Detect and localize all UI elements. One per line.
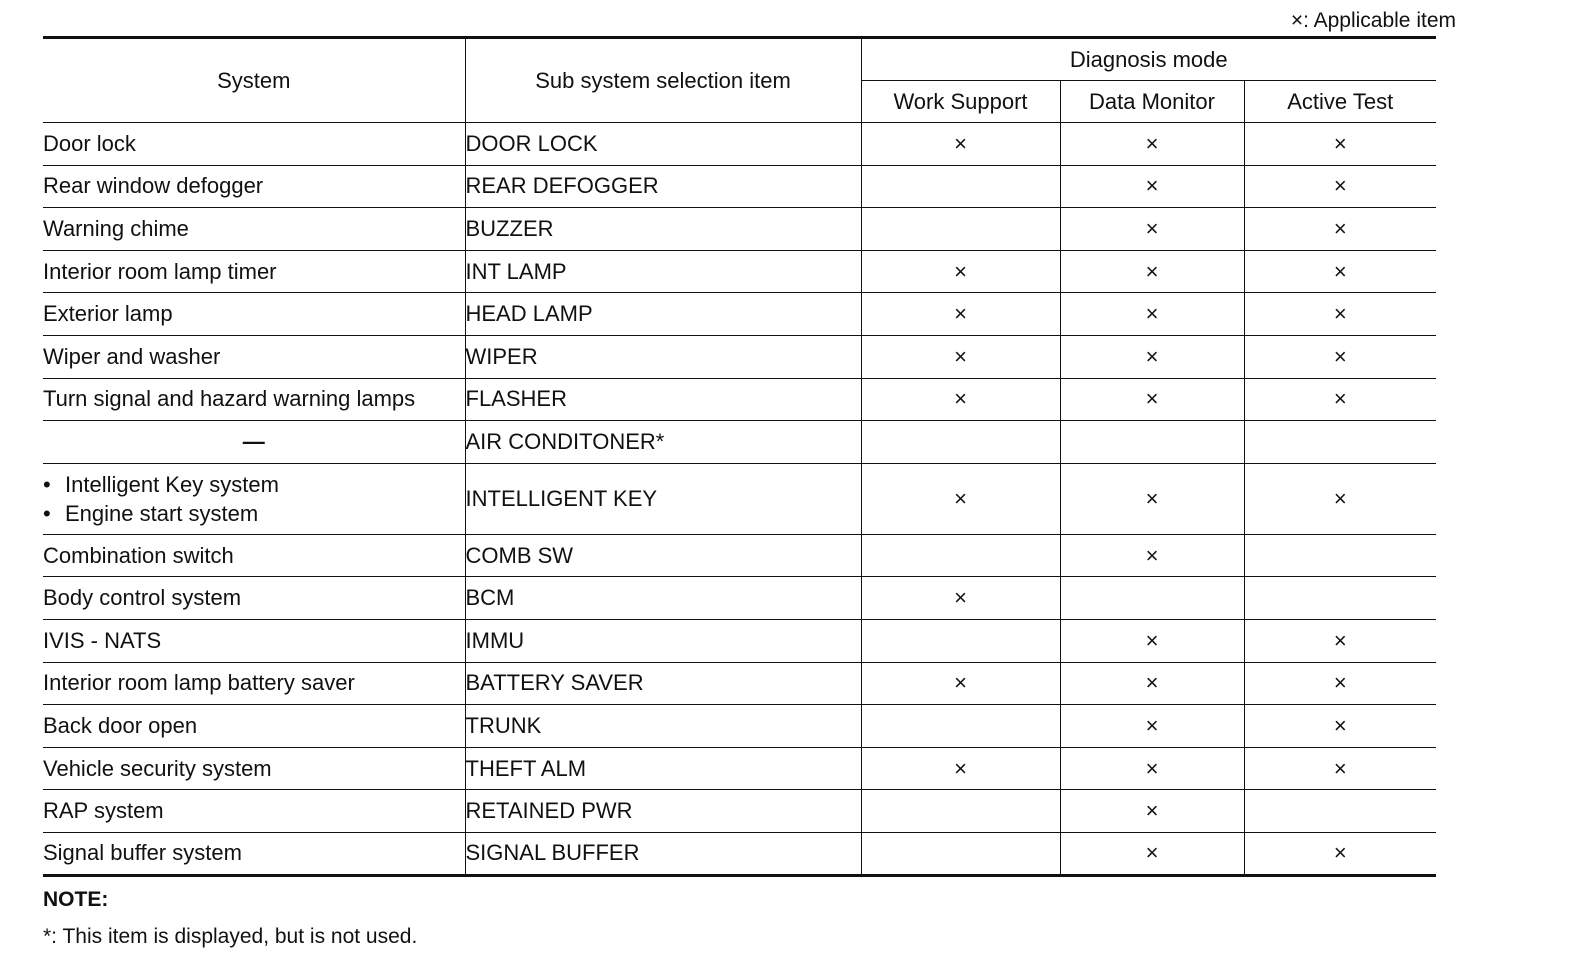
data-monitor-mark: × (1060, 250, 1244, 293)
data-monitor-mark: × (1060, 832, 1244, 875)
table-row (43, 832, 1436, 875)
work-support-mark (861, 421, 1060, 464)
work-support-mark: × (861, 378, 1060, 421)
subsystem-cell: SIGNAL BUFFER (465, 832, 861, 875)
work-support-mark: × (861, 463, 1060, 534)
system-cell: Warning chime (43, 208, 465, 251)
note-text: *: This item is displayed, but is not used. (43, 925, 418, 948)
bullet-icon: • (43, 471, 51, 497)
work-support-mark (861, 534, 1060, 577)
table-row (43, 421, 1436, 464)
active-test-mark: × (1244, 378, 1436, 421)
note-title: NOTE: (43, 888, 109, 911)
system-cell: Turn signal and hazard warning lamps (43, 378, 465, 421)
table-row (43, 293, 1436, 336)
data-monitor-mark: × (1060, 165, 1244, 208)
work-support-mark (861, 832, 1060, 875)
work-support-mark: × (861, 662, 1060, 705)
system-bullet-text: Intelligent Key system (65, 471, 279, 497)
subsystem-cell: REAR DEFOGGER (465, 165, 861, 208)
active-test-mark: × (1244, 463, 1436, 534)
data-monitor-mark: × (1060, 705, 1244, 748)
data-monitor-mark: × (1060, 619, 1244, 662)
subsystem-cell: COMB SW (465, 534, 861, 577)
system-cell: Door lock (43, 123, 465, 166)
system-cell: Combination switch (43, 534, 465, 577)
active-test-mark (1244, 421, 1436, 464)
system-cell: Wiper and washer (43, 335, 465, 378)
table-row (43, 790, 1436, 833)
subsystem-cell: INT LAMP (465, 250, 861, 293)
table-row (43, 463, 1436, 534)
table-row (43, 577, 1436, 620)
subsystem-cell: BATTERY SAVER (465, 662, 861, 705)
data-monitor-mark: × (1060, 293, 1244, 336)
active-test-mark: × (1244, 293, 1436, 336)
active-test-mark (1244, 790, 1436, 833)
subsystem-cell: FLASHER (465, 378, 861, 421)
table-body (43, 123, 1436, 876)
header-active-test: Active Test (1244, 81, 1436, 123)
table-row (43, 208, 1436, 251)
subsystem-cell: HEAD LAMP (465, 293, 861, 336)
subsystem-cell: RETAINED PWR (465, 790, 861, 833)
system-cell: Vehicle security system (43, 747, 465, 790)
system-bullet-text: Engine start system (65, 500, 259, 526)
legend-applicable-item: ×: Applicable item (1290, 9, 1456, 32)
subsystem-cell: THEFT ALM (465, 747, 861, 790)
table-header (43, 38, 1436, 123)
work-support-mark (861, 619, 1060, 662)
work-support-mark (861, 208, 1060, 251)
subsystem-cell: BCM (465, 577, 861, 620)
header-work-support: Work Support (861, 81, 1060, 123)
system-cell: Interior room lamp timer (43, 250, 465, 293)
system-cell: IVIS - NATS (43, 619, 465, 662)
active-test-mark: × (1244, 619, 1436, 662)
active-test-mark: × (1244, 123, 1436, 166)
list-item (43, 470, 465, 499)
list-item (43, 499, 465, 528)
work-support-mark (861, 165, 1060, 208)
data-monitor-mark: × (1060, 378, 1244, 421)
table-row (43, 165, 1436, 208)
table-row (43, 619, 1436, 662)
header-data-monitor: Data Monitor (1060, 81, 1244, 123)
subsystem-cell: DOOR LOCK (465, 123, 861, 166)
system-bullet-list (43, 470, 465, 528)
subsystem-cell: WIPER (465, 335, 861, 378)
table-row (43, 378, 1436, 421)
table-row (43, 123, 1436, 166)
table-row (43, 250, 1436, 293)
active-test-mark: × (1244, 747, 1436, 790)
data-monitor-mark: × (1060, 534, 1244, 577)
system-cell: RAP system (43, 790, 465, 833)
system-cell (43, 463, 465, 534)
active-test-mark (1244, 534, 1436, 577)
data-monitor-mark (1060, 577, 1244, 620)
work-support-mark: × (861, 250, 1060, 293)
bullet-icon: • (43, 500, 51, 526)
work-support-mark: × (861, 293, 1060, 336)
subsystem-cell: AIR CONDITONER* (465, 421, 861, 464)
data-monitor-mark (1060, 421, 1244, 464)
system-cell: — (43, 421, 465, 464)
data-monitor-mark: × (1060, 747, 1244, 790)
system-cell: Rear window defogger (43, 165, 465, 208)
table-row (43, 747, 1436, 790)
system-cell: Signal buffer system (43, 832, 465, 875)
table-row (43, 705, 1436, 748)
data-monitor-mark: × (1060, 335, 1244, 378)
active-test-mark: × (1244, 335, 1436, 378)
active-test-mark: × (1244, 705, 1436, 748)
data-monitor-mark: × (1060, 463, 1244, 534)
system-cell: Back door open (43, 705, 465, 748)
subsystem-cell: TRUNK (465, 705, 861, 748)
table-row (43, 335, 1436, 378)
system-cell: Exterior lamp (43, 293, 465, 336)
subsystem-cell: INTELLIGENT KEY (465, 463, 861, 534)
data-monitor-mark: × (1060, 123, 1244, 166)
work-support-mark (861, 790, 1060, 833)
subsystem-cell: BUZZER (465, 208, 861, 251)
active-test-mark: × (1244, 208, 1436, 251)
work-support-mark (861, 705, 1060, 748)
data-monitor-mark: × (1060, 790, 1244, 833)
table-row (43, 534, 1436, 577)
data-monitor-mark: × (1060, 662, 1244, 705)
active-test-mark: × (1244, 832, 1436, 875)
header-subsystem: Sub system selection item (465, 38, 861, 123)
active-test-mark: × (1244, 250, 1436, 293)
table-row (43, 662, 1436, 705)
diagnosis-table (43, 36, 1436, 877)
work-support-mark: × (861, 747, 1060, 790)
work-support-mark: × (861, 123, 1060, 166)
header-system: System (43, 38, 465, 123)
data-monitor-mark: × (1060, 208, 1244, 251)
active-test-mark: × (1244, 662, 1436, 705)
active-test-mark (1244, 577, 1436, 620)
work-support-mark: × (861, 335, 1060, 378)
subsystem-cell: IMMU (465, 619, 861, 662)
system-cell: Body control system (43, 577, 465, 620)
active-test-mark: × (1244, 165, 1436, 208)
system-cell: Interior room lamp battery saver (43, 662, 465, 705)
work-support-mark: × (861, 577, 1060, 620)
header-diagnosis-mode: Diagnosis mode (861, 38, 1436, 81)
